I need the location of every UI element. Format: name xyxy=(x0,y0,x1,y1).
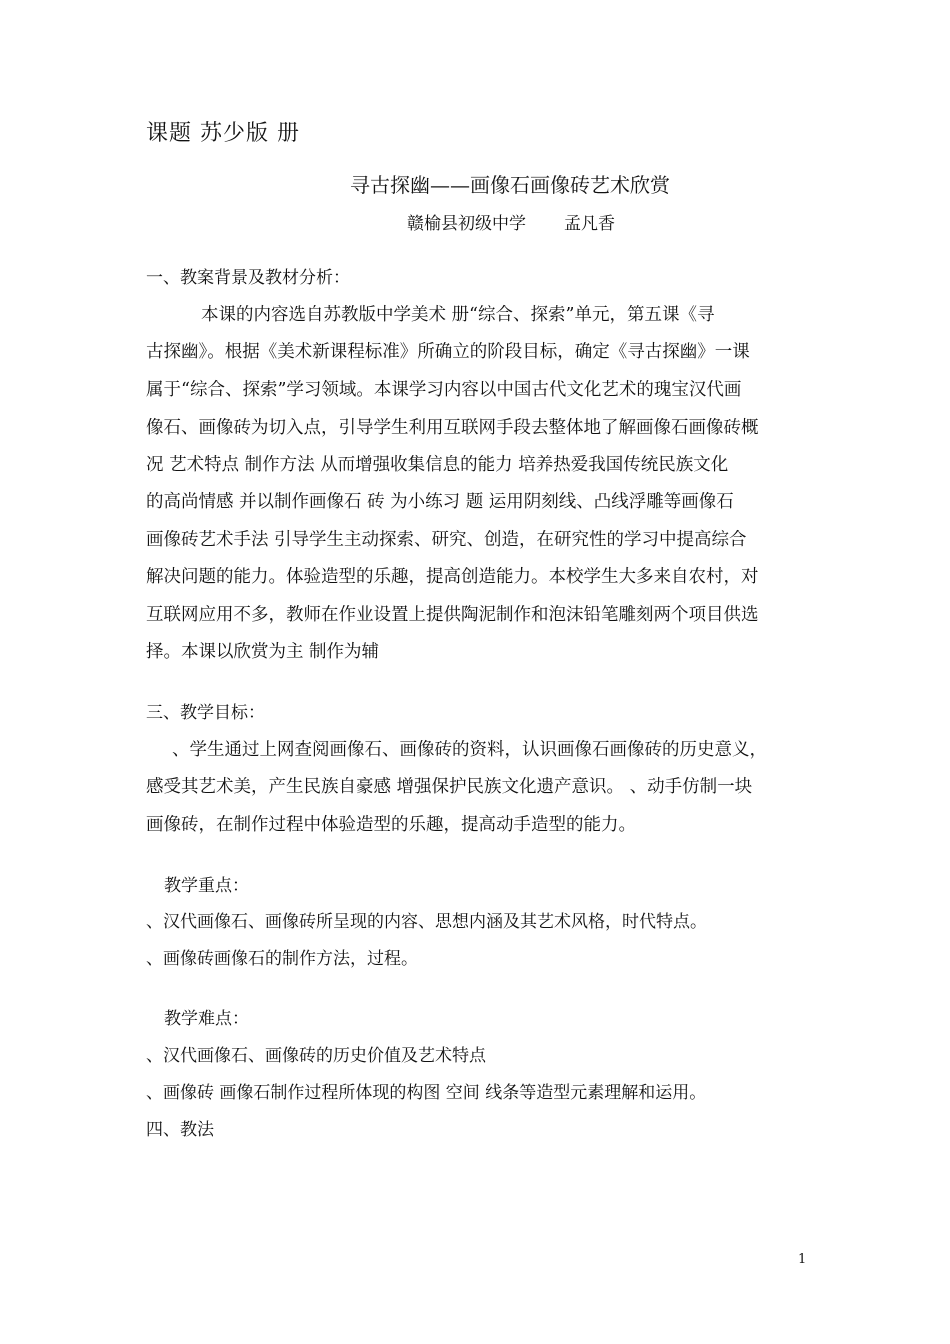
section1-line: 的高尚情感 并以制作画像石 砖 为小练习 题 运用阴刻线、凸线浮雕等画像石 xyxy=(146,492,734,512)
section4-heading: 四、教法 xyxy=(146,1120,214,1140)
key-point-item: 、汉代画像石、画像砖所呈现的内容、思想内涵及其艺术风格，时代特点。 xyxy=(146,912,707,932)
section1-line: 画像砖艺术手法 引导学生主动探索、研究、创造，在研究性的学习中提高综合 xyxy=(146,530,747,550)
section3-heading: 三、教学目标： xyxy=(146,703,265,723)
section1-line: 互联网应用不多，教师在作业设置上提供陶泥制作和泡沫铅笔雕刻两个项目供选 xyxy=(146,605,759,625)
section1-line: 属于“综合、探索”学习领域。本课学习内容以中国古代文化艺术的瑰宝汉代画 xyxy=(146,380,742,400)
section1-line: 择。本课以欣赏为主 制作为辅 xyxy=(146,642,380,662)
section1-heading: 一、教案背景及教材分析： xyxy=(146,268,350,288)
goal-line: 感受其艺术美，产生民族自豪感 增强保护民族文化遗产意识。 、动手仿制一块 xyxy=(146,777,753,797)
goal-line: 画像砖，在制作过程中体验造型的乐趣，提高动手造型的能力。 xyxy=(146,815,636,835)
page-number: 1 xyxy=(798,1252,807,1267)
section1-line: 古探幽》。根据《美术新课程标准》所确立的阶段目标，确定《寻古探幽》一课 xyxy=(146,342,750,362)
difficult-points-heading: 教学难点： xyxy=(164,1009,249,1029)
key-points-heading: 教学重点： xyxy=(164,876,249,896)
section1-line: 解决问题的能力。体验造型的乐趣，提高创造能力。本校学生大多来自农村，对 xyxy=(146,567,759,587)
section1-line: 像石、画像砖为切入点，引导学生利用互联网手段去整体地了解画像石画像砖概 xyxy=(146,418,759,438)
goal-line: 、学生通过上网查阅画像石、画像砖的资料，认识画像石画像砖的历史意义， xyxy=(172,740,767,760)
difficult-point-item: 、画像砖 画像石制作过程所体现的构图 空间 线条等造型元素理解和运用。 xyxy=(146,1083,707,1103)
teacher-name: 孟凡香 xyxy=(564,214,615,234)
section1-line: 况 艺术特点 制作方法 从而增强收集信息的能力 培养热爱我国传统民族文化 xyxy=(146,455,729,475)
lesson-title: 寻古探幽——画像石画像砖艺术欣赏 xyxy=(350,173,670,197)
section1-line: 本课的内容选自苏教版中学美术 册“综合、探索”单元，第五课《寻 xyxy=(201,305,715,325)
school-name: 赣榆县初级中学 xyxy=(407,214,526,234)
course-title: 课题 苏少版 册 xyxy=(146,121,300,146)
key-point-item: 、画像砖画像石的制作方法，过程。 xyxy=(146,949,418,969)
difficult-point-item: 、汉代画像石、画像砖的历史价值及艺术特点 xyxy=(146,1046,486,1066)
author-line xyxy=(407,216,615,233)
